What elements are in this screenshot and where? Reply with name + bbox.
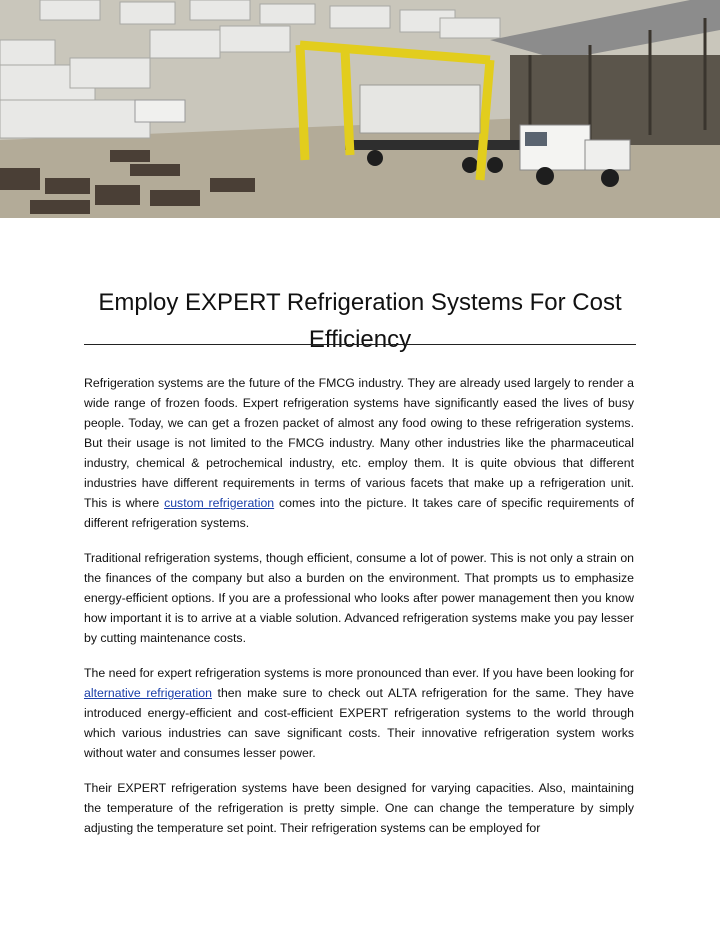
title-divider — [84, 344, 636, 345]
paragraph-4 — [84, 778, 634, 838]
paragraph-text: The need for expert refrigeration systems is more pronounced than ever. If you have been looking for — [84, 666, 634, 681]
paragraph-1 — [84, 373, 634, 533]
paragraph-text: comes into the picture. It takes care of specific requirements of different refrigeration systems. — [84, 496, 634, 531]
article-title: Employ EXPERT Refrigeration Systems For Cost Efficiency — [98, 289, 622, 354]
paragraph-text: Refrigeration systems are the future of the FMCG industry. They are already used largely to render a wide range of frozen foods. Expert refrigeration systems have significantly eased the lives of busy people. Today, we can get a frozen packet of almost any food owing to these refrigeration systems. But their usage is not limited to the FMCG industry. Many other industries like the pharmaceutical industry, chemical & petrochemical industry, etc. employ them. It is quite obvious that different industries have different requirements in terms of various facets that make up a refrigeration unit. This is where — [84, 376, 634, 511]
paragraph-3 — [84, 663, 634, 763]
paragraph-text: then make sure to check out ALTA refrigeration for the same. They have introduced energy-efficient and cost-efficient EXPERT refrigeration systems to the world through which various industries can save significant costs. Their innovative refrigeration system works without water and consumes lesser power. — [84, 686, 634, 761]
custom-refrigeration-link[interactable]: custom refrigeration — [164, 496, 275, 511]
hero-photo — [0, 0, 720, 218]
paragraph-2 — [84, 548, 634, 648]
paragraph-text: Their EXPERT refrigeration systems have been designed for varying capacities. Also, maintaining the temperature of the refrigeration is pretty simple. One can change the temperature by simply adjusting the temperature set point. Their refrigeration systems can be employed for — [84, 781, 634, 836]
paragraph-text: Traditional refrigeration systems, though efficient, consume a lot of power. This is not only a strain on the finances of the company but also a burden on the environment. That prompts us to emphasize energy-efficient options. If you are a professional who looks after power management then you know how important it is to arrive at a viable solution. Advanced refrigeration systems make you pay lesser by cutting maintenance costs. — [84, 551, 634, 646]
alternative-refrigeration-link[interactable]: alternative refrigeration — [84, 686, 212, 701]
